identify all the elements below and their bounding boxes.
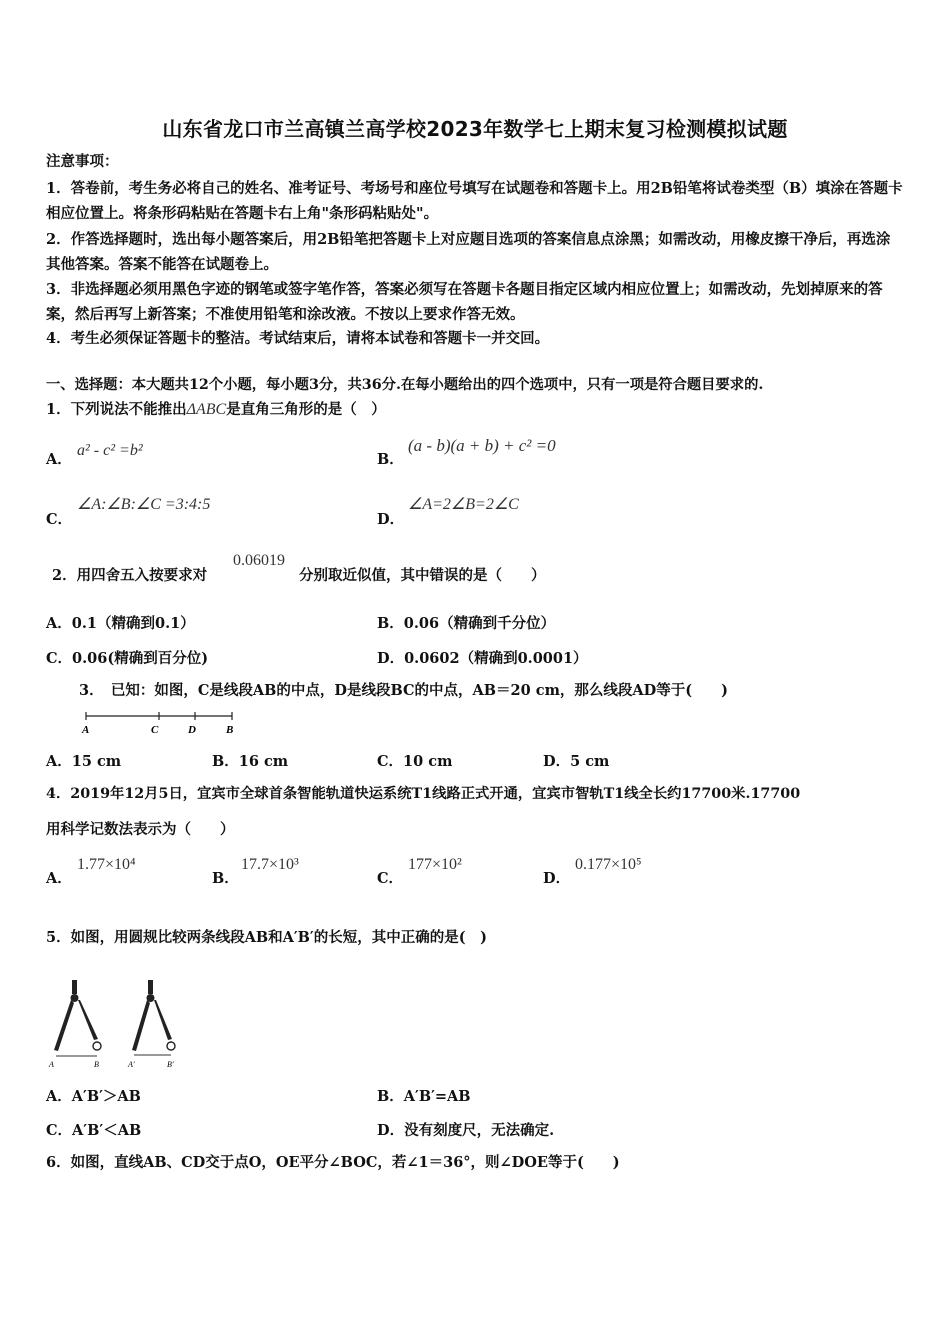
q2-option-c: C．0.06(精确到百分位)	[46, 650, 209, 667]
q4-option-b-label: B．	[212, 870, 239, 887]
q5-compass-figure	[44, 978, 194, 1070]
compass-left	[48, 980, 101, 1069]
q1-stem-a: 1．下列说法不能推出	[46, 401, 187, 418]
q2-option-a: A．0.1（精确到0.1）	[46, 615, 195, 632]
q4-option-c-math: 177×10²	[408, 856, 462, 873]
q1-option-a-math: a² - c² =b²	[77, 442, 143, 459]
q2-option-d: D．0.0602（精确到0.0001）	[377, 650, 588, 667]
q5-stem: 5．如图，用圆规比较两条线段AB和A′B′的长短，其中正确的是( )	[46, 929, 487, 946]
q3-stem: 3． 已知：如图，C是线段AB的中点，D是线段BC的中点，AB＝20 cm，那么线段AD等于( )	[79, 682, 728, 699]
q4-option-a-math: 1.77×10⁴	[77, 856, 136, 873]
q3-option-b: B．16 cm	[212, 753, 289, 770]
compass-right	[127, 980, 175, 1069]
q3-option-a: A．15 cm	[46, 753, 122, 770]
question-1-stem	[46, 400, 386, 420]
q5-label-b-prime: B′	[167, 1060, 174, 1069]
q1-option-d-math: ∠A=2∠B=2∠C	[408, 496, 519, 513]
q3-point-d: D	[188, 724, 196, 736]
notice-item-4: 4．考生必须保证答题卡的整洁。考试结束后，请将本试卷和答题卡一并交回。	[46, 330, 550, 347]
q4-option-d-math: 0.177×10⁵	[575, 856, 642, 873]
q3-point-a: A	[82, 724, 90, 736]
q5-option-a: A．A′B′＞AB	[46, 1088, 141, 1105]
q3-point-c: C	[151, 724, 159, 736]
q1-option-d-label: D．	[377, 511, 405, 528]
q4-option-a-label: A．	[46, 870, 72, 887]
q1-stem-b: 是直角三角形的是（ ）	[226, 401, 386, 418]
q4-option-c-label: C．	[377, 870, 404, 887]
q4-option-b-math: 17.7×10³	[241, 856, 299, 873]
q4-stem-line2: 用科学记数法表示为（ ）	[46, 821, 235, 838]
q4-option-d-label: D．	[543, 870, 571, 887]
q5-option-c: C．A′B′＜AB	[46, 1122, 142, 1139]
q3-point-b: B	[226, 724, 234, 736]
q3-option-c: C．10 cm	[377, 753, 453, 770]
q5-label-a: A	[49, 1060, 54, 1069]
q5-label-b: B	[94, 1060, 99, 1069]
q2-number: 0.06019	[233, 552, 285, 569]
q1-option-c-math: ∠A:∠B:∠C =3:4:5	[77, 496, 211, 513]
q3-option-d: D．5 cm	[543, 753, 610, 770]
q3-segment-figure	[78, 708, 248, 736]
q1-triangle-math: ΔABC	[186, 401, 227, 418]
q2-stem-a: 2．用四舍五入按要求对	[52, 567, 208, 584]
q2-stem-b: 分别取近似值，其中错误的是（ ）	[299, 567, 546, 584]
page-title: 山东省龙口市兰高镇兰高学校2023年数学七上期末复习检测模拟试题	[162, 117, 788, 141]
notice-item-2: 2．作答选择题时，选出每小题答案后，用2B铅笔把答题卡上对应题目选项的答案信息点涂黑；如需改动，用橡皮擦干净后，再选涂其他答案。答案不能答在试题卷上。	[46, 231, 891, 273]
q2-option-b: B．0.06（精确到千分位）	[377, 615, 556, 632]
notice-item-3: 3．非选择题必须用黑色字迹的钢笔或签字笔作答，答案必须写在答题卡各题目指定区域内相应位置上；如需改动，先划掉原来的答案，然后再写上新答案；不准使用铅笔和涂改液。不按以上要求作答无效。	[46, 281, 883, 323]
q1-option-b-math: (a - b)(a + b) + c² =0	[408, 436, 556, 455]
q6-stem: 6．如图，直线AB、CD交于点O，OE平分∠BOC，若∠1＝36°，则∠DOE等于( )	[46, 1154, 620, 1171]
section-heading: 一、选择题：本大题共12个小题，每小题3分，共36分.在每小题给出的四个选项中，只有一项是符合题目要求的.	[46, 377, 764, 393]
notice-heading: 注意事项：	[46, 153, 119, 170]
q4-stem-line1: 4．2019年12月5日，宜宾市全球首条智能轨道快运系统T1线路正式开通，宜宾市智轨T1线全长约17700米.17700	[46, 786, 801, 802]
q1-option-c-label: C．	[46, 511, 73, 528]
q1-option-a-label: A．	[46, 451, 72, 468]
q5-label-a-prime: A′	[128, 1060, 135, 1069]
notice-item-1: 1．答卷前，考生务必将自己的姓名、准考证号、考场号和座位号填写在试题卷和答题卡上。用2B铅笔将试卷类型（B）填涂在答题卡相应位置上。将条形码粘贴在答题卡右上角"条形码粘贴处"。	[46, 180, 903, 222]
q5-option-b: B．A′B′=AB	[377, 1088, 471, 1105]
q1-option-b-label: B．	[377, 451, 404, 468]
q5-option-d: D．没有刻度尺，无法确定.	[377, 1122, 555, 1139]
